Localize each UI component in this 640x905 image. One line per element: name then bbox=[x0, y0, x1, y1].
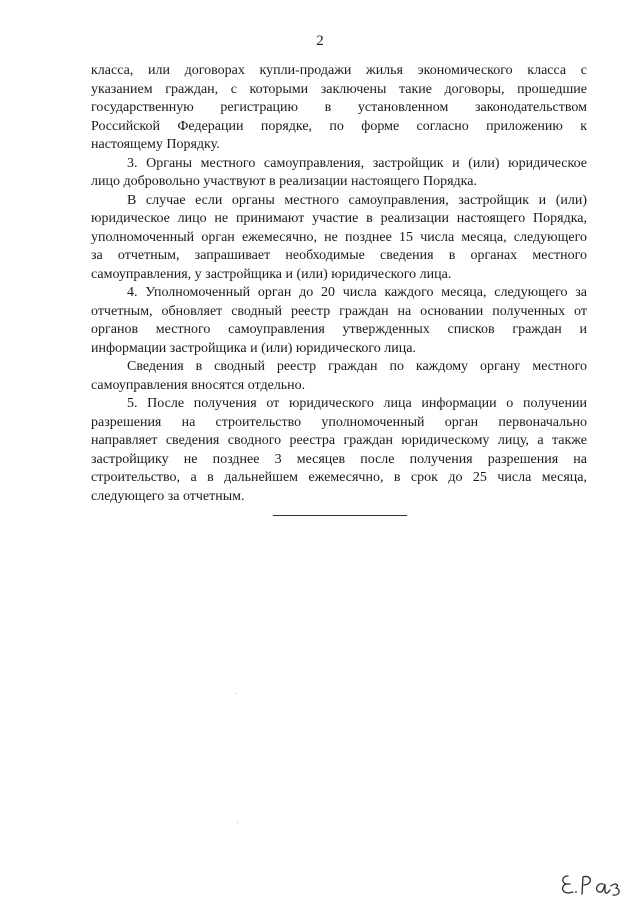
paragraph-item-4-continued bbox=[91, 358, 587, 395]
text-line: за отчетным, запрашивает необходимые сведения в органах местного bbox=[91, 248, 587, 263]
page-number: 2 bbox=[316, 33, 324, 49]
text-line: Сведения в сводный реестр граждан по каждому органу местного bbox=[127, 359, 587, 374]
document-body bbox=[91, 62, 587, 506]
text-line: указанием граждан, с которыми заключены такие договоры, прошедшие bbox=[91, 81, 587, 97]
scan-speck bbox=[236, 693, 237, 694]
text-line: уполномоченный орган ежемесячно, не позднее 15 числа месяца, следующего bbox=[91, 229, 587, 245]
text-line: направляет сведения сводного реестра граждан юридическому лицу, а также bbox=[91, 433, 587, 448]
text-line: Российской Федерации порядке, по форме согласно приложению к bbox=[91, 118, 587, 134]
text-line: государственную регистрацию в установленном законодательством bbox=[91, 100, 587, 115]
handwritten-signature bbox=[558, 868, 628, 898]
paragraph-item-3-continued bbox=[91, 192, 587, 285]
text-line: юридическое лицо не принимают участие в реализации настоящего Порядка, bbox=[91, 211, 587, 226]
text-line: 3. Органы местного самоуправления, застройщик и (или) юридическое bbox=[127, 155, 587, 171]
scan-speck bbox=[237, 822, 238, 823]
text-line: 4. Уполномоченный орган до 20 числа каждого месяца, следующего за bbox=[127, 285, 587, 300]
text-line: настоящему Порядку. bbox=[91, 137, 220, 152]
paragraph-item-4 bbox=[91, 284, 587, 358]
text-line: лицо добровольно участвуют в реализации настоящего Порядка. bbox=[91, 174, 477, 189]
text-line: самоуправления вносятся отдельно. bbox=[91, 377, 306, 393]
text-line: класса, или договорах купли-продажи жилья экономического класса с bbox=[91, 63, 587, 78]
paragraph-item-5 bbox=[91, 395, 587, 506]
end-of-text-divider bbox=[273, 515, 407, 516]
text-line: строительство, а в дальнейшем ежемесячно, в срок до 25 числа месяца, bbox=[91, 470, 587, 485]
paragraph-item-3 bbox=[91, 155, 587, 192]
text-line: 5. После получения от юридического лица информации о получении bbox=[127, 396, 587, 411]
text-line: самоуправления, у застройщика и (или) юридического лица. bbox=[91, 266, 452, 282]
text-line: разрешения на строительство уполномоченный орган первоначально bbox=[91, 414, 587, 430]
text-line: информации застройщика и (или) юридического лица. bbox=[91, 340, 416, 356]
text-line: органов местного самоуправления утвержденных списков граждан и bbox=[91, 322, 587, 337]
text-line: застройщику не позднее 3 месяцев после получения разрешения на bbox=[91, 451, 587, 467]
text-line: следующего за отчетным. bbox=[91, 488, 245, 504]
text-line: В случае если органы местного самоуправления, застройщик и (или) bbox=[127, 192, 587, 208]
text-line: отчетным, обновляет сводный реестр граждан на основании полученных от bbox=[91, 303, 587, 319]
paragraph-continuation bbox=[91, 62, 587, 155]
